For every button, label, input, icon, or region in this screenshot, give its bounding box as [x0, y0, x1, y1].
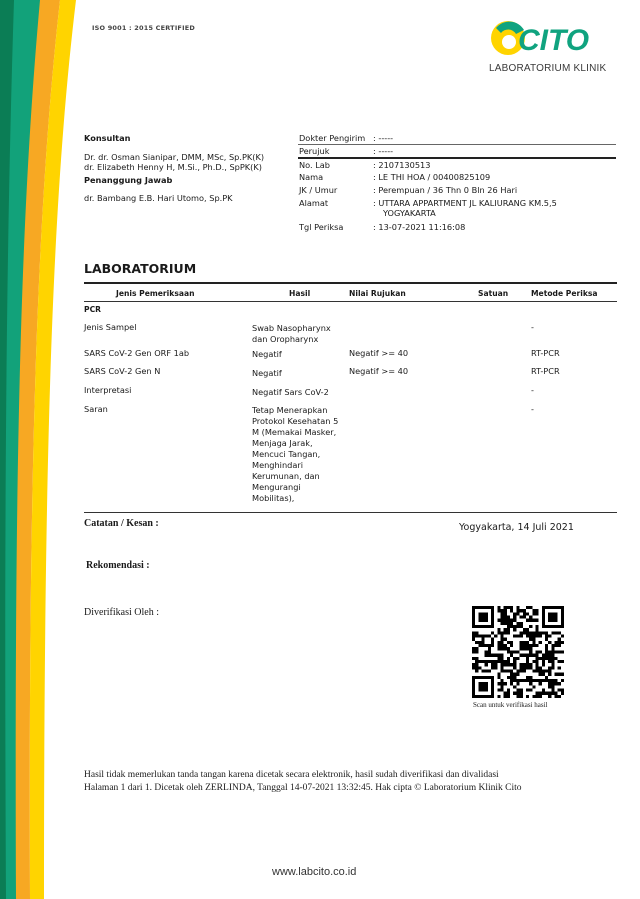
col-header-metode: Metode Periksa	[531, 289, 598, 298]
catatan-label: Catatan / Kesan :	[84, 518, 159, 529]
konsultan-2: dr. Elizabeth Henny H, M.Si., Ph.D., SpPK(K)	[84, 162, 262, 172]
row-hasil: Mobilitas),	[252, 493, 295, 503]
konsultan-1: Dr. dr. Osman Sianipar, DMM, MSc, Sp.PK(K)	[84, 152, 265, 162]
alamat-value-1: : UTTARA APPARTMENT JL KALIURANG KM.5,5	[373, 198, 557, 208]
col-header-jenis: Jenis Pemeriksaan	[116, 289, 195, 298]
row-nilai: Negatif >= 40	[349, 348, 409, 358]
qr-caption: Scan untuk verifikasi hasil	[473, 701, 548, 709]
rekomendasi-label: Rekomendasi :	[86, 560, 150, 571]
diverifikasi-label: Diverifikasi Oleh :	[84, 607, 159, 618]
row-name: SARS CoV-2 Gen N	[84, 366, 161, 376]
jk-value: : Perempuan / 36 Thn 0 Bln 26 Hari	[373, 185, 518, 195]
table-top-rule	[84, 282, 617, 284]
divider-perujuk	[298, 157, 616, 159]
tgl-label: Tgl Periksa	[299, 222, 344, 232]
row-hasil: Protokol Kesehatan 5	[252, 416, 339, 426]
logo-text: CITO	[518, 24, 590, 57]
row-metode: -	[531, 404, 534, 414]
place-date: Yogyakarta, 14 Juli 2021	[459, 522, 574, 533]
row-nilai: Negatif >= 40	[349, 366, 409, 376]
col-header-satuan: Satuan	[478, 289, 509, 298]
row-hasil: M (Memakai Masker,	[252, 427, 337, 437]
row-hasil: Kerumunan, dan	[252, 471, 320, 481]
col-header-nilai: Nilai Rujukan	[349, 289, 406, 298]
row-hasil: Negatif	[252, 349, 282, 359]
row-hasil: Negatif	[252, 368, 282, 378]
nolab-value: : 2107130513	[373, 160, 431, 170]
row-metode: RT-PCR	[531, 348, 560, 358]
jk-label: JK / Umur	[299, 185, 338, 195]
iso-certification: ISO 9001 : 2015 CERTIFIED	[92, 24, 195, 32]
section-pcr: PCR	[84, 305, 101, 314]
row-name: Interpretasi	[84, 385, 132, 395]
footer-line-1: Hasil tidak memerlukan tanda tangan karena dicetak secara elektronik, hasil sudah diverifikasi dan divalidasi	[84, 770, 499, 780]
footer-line-2: Halaman 1 dari 1. Dicetak oleh ZERLINDA, Tanggal 14-07-2021 13:32:45. Hak cipta © Laboratorium Klinik Cito	[84, 783, 522, 793]
penanggung-jawab-label: Penanggung Jawab	[84, 175, 173, 185]
verification-qr-code[interactable]	[472, 606, 564, 698]
row-hasil: Menjaga Jarak,	[252, 438, 313, 448]
penanggung-jawab-name: dr. Bambang E.B. Hari Utomo, Sp.PK	[84, 193, 233, 203]
nama-label: Nama	[299, 172, 324, 182]
alamat-value-2: YOGYAKARTA	[383, 208, 436, 218]
row-hasil: Tetap Menerapkan	[252, 405, 328, 415]
perujuk-label: Perujuk	[299, 146, 330, 156]
row-metode: RT-PCR	[531, 366, 560, 376]
table-bottom-rule	[84, 512, 617, 513]
row-hasil: Mencuci Tangan,	[252, 449, 321, 459]
tgl-value: : 13-07-2021 11:16:08	[373, 222, 466, 232]
website-link[interactable]: www.labcito.co.id	[272, 866, 357, 878]
dokter-value: : -----	[373, 133, 394, 143]
nolab-label: No. Lab	[299, 160, 330, 170]
row-hasil: Mengurangi	[252, 482, 301, 492]
row-hasil: Negatif Sars CoV-2	[252, 387, 329, 397]
dokter-label: Dokter Pengirim	[299, 133, 366, 143]
row-metode: -	[531, 322, 534, 332]
row-name: Saran	[84, 404, 108, 414]
row-metode: -	[531, 385, 534, 395]
col-header-hasil: Hasil	[289, 289, 311, 298]
row-name: Jenis Sampel	[84, 322, 137, 332]
alamat-label: Alamat	[299, 198, 329, 208]
table-header-rule	[84, 301, 617, 302]
nama-value: : LE THI HOA / 00400825109	[373, 172, 491, 182]
row-name: SARS CoV-2 Gen ORF 1ab	[84, 348, 190, 358]
konsultan-label: Konsultan	[84, 133, 131, 143]
logo-subtitle: LABORATORIUM KLINIK	[489, 63, 607, 74]
row-hasil: Menghindari	[252, 460, 303, 470]
row-hasil: Swab Nasopharynx	[252, 323, 331, 333]
row-hasil: dan Oropharynx	[252, 334, 319, 344]
decorative-stripes	[0, 0, 90, 899]
divider-dokter	[298, 144, 616, 145]
lab-title: LABORATORIUM	[84, 261, 197, 276]
perujuk-value: : -----	[373, 146, 394, 156]
